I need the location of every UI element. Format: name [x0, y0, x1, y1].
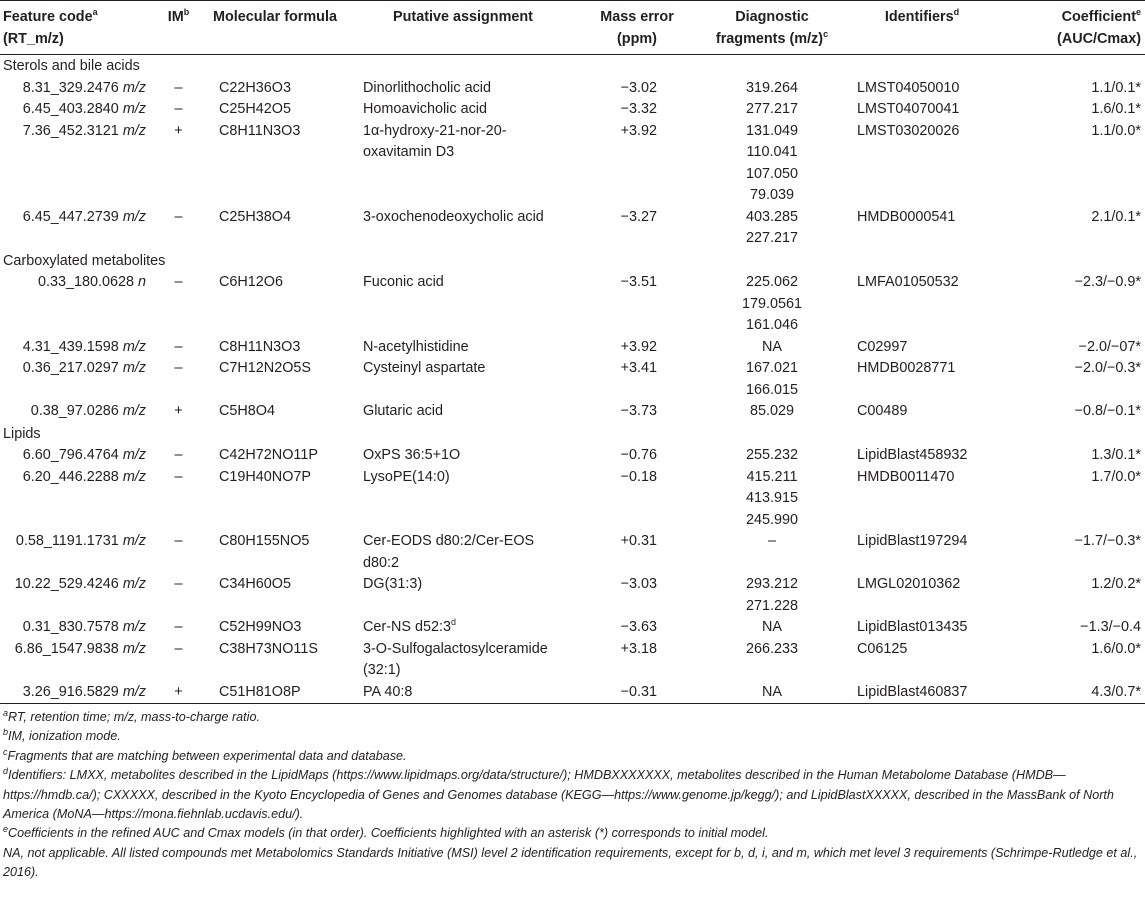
table-row — [0, 531, 1145, 574]
feature-code-cell — [0, 272, 156, 337]
table-row — [0, 445, 1145, 467]
section-row — [0, 55, 1145, 78]
feature-code: 6.20_446.2288 — [22, 468, 119, 485]
feature-code-cell — [0, 445, 156, 467]
molecular-formula: C80H155NO5 — [219, 533, 310, 549]
mass-error: −0.31 — [577, 682, 697, 704]
putative-assignment — [349, 401, 577, 423]
feature-unit: m/z — [122, 208, 146, 225]
footnote-text: IM, ionization mode. — [8, 729, 121, 744]
molecular-formula: C7H12N2O5S — [219, 360, 311, 376]
molecular-formula: C19H40NO7P — [219, 468, 311, 485]
coefficient: −1.3/−0.4 — [1080, 619, 1141, 635]
footnote-mark: b — [3, 727, 9, 738]
feature-code-cell — [0, 358, 156, 401]
assignment-text: N-acetylhistidine — [363, 338, 469, 355]
feature-code: 4.31_439.1598 — [22, 338, 119, 355]
ionization-mode: + — [174, 122, 183, 139]
feature-unit: m/z — [122, 101, 146, 117]
feature-code-cell — [0, 467, 156, 532]
feature-code: 6.60_796.4764 — [22, 447, 119, 463]
ionization-mode: + — [174, 403, 183, 419]
feature-code-cell — [0, 401, 156, 423]
fragment-value: 227.217 — [745, 230, 799, 246]
ionization-mode: – — [174, 208, 183, 225]
ionization-mode: – — [174, 619, 183, 635]
table-row — [0, 272, 1145, 337]
feature-code-cell — [0, 639, 156, 682]
diagnostic-fragments — [697, 639, 847, 682]
footnote-text: Identifiers: LMXX, metabolites described in the LipidMaps (https://www.lipidmaps.org/data/structure/); HMDBXXXXXXX, metabolites described in the Human Metabolome Database (HMDB—https://hmdb.ca/); CXXXXX, described in the Kyoto Encyclopedia of Genes and Genomes database (KEGG—https://www.genome.jp/kegg/); and LipidBlastXXXXX, described in the MassBank of North America (MoNA—https://mona.fiehnlab.ucdavis.edu/). — [3, 768, 1114, 822]
fragment-value: 319.264 — [745, 79, 799, 96]
section-row — [0, 423, 1145, 446]
identifier: LMFA01050532 — [857, 274, 959, 290]
feature-unit: n — [137, 274, 146, 290]
feature-code: 0.36_217.0297 — [22, 360, 119, 376]
diagnostic-fragments — [697, 531, 847, 574]
identifier: HMDB0011470 — [857, 468, 955, 485]
fragment-value: 161.046 — [745, 317, 799, 333]
fragment-value: 107.050 — [745, 165, 799, 182]
header-feature-code: Feature code$^a$ (RT_m/z) — [0, 1, 156, 55]
ionization-mode: – — [174, 338, 183, 355]
assignment-text: 3-oxochenodeoxycholic acid — [363, 208, 544, 225]
identifier: LMST04070041 — [857, 101, 960, 117]
molecular-formula: C5H8O4 — [219, 403, 275, 419]
identifier: LMST03020026 — [857, 122, 960, 139]
feature-code: 3.26_916.5829 — [22, 683, 119, 700]
diagnostic-fragments — [697, 467, 847, 532]
table-row — [0, 358, 1145, 401]
table-row — [0, 617, 1145, 639]
identifier: C02997 — [857, 338, 908, 355]
diagnostic-fragments — [697, 78, 847, 100]
feature-unit: m/z — [122, 403, 146, 419]
assignment-text: Cer-NS d52:3 — [363, 619, 451, 635]
mass-error: +3.18 — [620, 640, 657, 657]
table-row — [0, 207, 1145, 250]
feature-code: 10.22_529.4246 — [14, 576, 119, 592]
mass-error: +3.41 — [620, 360, 657, 376]
coefficient: 4.3/0.7* — [997, 682, 1145, 704]
feature-unit: m/z — [122, 533, 146, 549]
ionization-mode: – — [174, 533, 183, 549]
diagnostic-fragments — [697, 272, 847, 337]
fragment-value: 79.039 — [749, 187, 794, 203]
footnote — [3, 844, 1141, 883]
footnote-text: RT, retention time; m/z, mass-to-charge ratio. — [8, 710, 260, 724]
table-row — [0, 99, 1145, 121]
fragment-value: 166.015 — [745, 381, 799, 398]
feature-unit: m/z — [122, 122, 146, 139]
putative-assignment — [349, 639, 577, 682]
fragment-value: 85.029 — [749, 403, 794, 419]
assignment-text: OxPS 36:5+1O — [363, 447, 461, 463]
fragment-value: 225.062 — [745, 274, 799, 290]
identifier: HMDB0000541 — [857, 208, 956, 225]
fragment-value: NA — [762, 619, 782, 635]
fragment-value: NA — [762, 338, 782, 355]
table-row — [0, 467, 1145, 532]
coefficient: −0.8/−0.1* — [1074, 403, 1141, 419]
feature-unit: m/z — [122, 79, 146, 96]
table-row — [0, 401, 1145, 423]
diagnostic-fragments — [697, 337, 847, 359]
feature-code: 6.86_1547.9838 — [14, 640, 119, 657]
ionization-mode: – — [174, 101, 183, 117]
identifier: LipidBlast460837 — [847, 682, 997, 704]
fragment-value: 413.915 — [745, 490, 799, 506]
fragment-value: 293.212 — [745, 576, 799, 592]
mass-error: +3.92 — [620, 122, 657, 139]
diagnostic-fragments — [697, 445, 847, 467]
footnote-text: Fragments that are matching between experimental data and database. — [7, 748, 407, 763]
fragment-value: 110.041 — [746, 144, 798, 160]
coefficient: 2.1/0.1* — [1091, 208, 1141, 225]
ionization-mode: – — [174, 576, 183, 592]
fragment-value: 167.021 — [745, 360, 799, 376]
assignment-text: Homoavicholic acid — [363, 101, 487, 117]
feature-unit: m/z — [122, 576, 146, 592]
coefficient: −1.7/−0.3* — [1074, 533, 1141, 549]
feature-unit: m/z — [122, 468, 146, 485]
feature-unit: m/z — [122, 683, 146, 700]
molecular-formula: C8H11N3O3 — [219, 122, 301, 139]
feature-unit: m/z — [122, 640, 146, 657]
section-title: Sterols and bile acids — [3, 58, 140, 74]
feature-code-cell — [0, 207, 156, 250]
assignment-text: 1α-hydroxy-21-nor-20-oxavitamin D3 — [363, 122, 507, 160]
coefficient: −2.0/−07* — [1078, 338, 1141, 355]
fragment-value: 277.217 — [745, 101, 799, 117]
molecular-formula: C6H12O6 — [219, 274, 283, 290]
diagnostic-fragments — [697, 207, 847, 250]
mass-error: −0.18 — [620, 468, 657, 485]
diagnostic-fragments — [697, 401, 847, 423]
fragment-value: 179.0561 — [741, 295, 803, 312]
assignment-text: PA 40:8 — [363, 683, 413, 700]
identifier: C06125 — [857, 640, 908, 657]
identifier: LipidBlast197294 — [857, 533, 968, 549]
feature-unit: m/z — [122, 360, 146, 376]
identifier: HMDB0028771 — [857, 360, 956, 376]
coefficient: 1.6/0.1* — [1091, 101, 1141, 117]
table-row — [0, 337, 1145, 359]
footnote — [3, 766, 1141, 824]
assignment-text: Cer-EODS d80:2/Cer-EOS d80:2 — [363, 533, 535, 571]
feature-code-cell — [0, 531, 156, 574]
putative-assignment — [349, 121, 577, 207]
ionization-mode: – — [174, 468, 183, 485]
feature-code: 0.38_97.0286 — [30, 403, 119, 419]
identifier: LipidBlast013435 — [857, 619, 968, 635]
ionization-mode: – — [174, 274, 183, 290]
feature-code-cell — [0, 574, 156, 617]
fragment-value: – — [767, 533, 776, 549]
putative-assignment — [349, 445, 577, 467]
diagnostic-fragments — [697, 99, 847, 121]
section-title: Lipids — [3, 425, 41, 442]
putative-assignment — [349, 358, 577, 401]
mass-error: −3.63 — [620, 619, 657, 635]
fragment-value: 131.049 — [745, 122, 799, 139]
coefficient: −2.3/−0.9* — [1074, 274, 1141, 290]
assignment-text: 3-O-Sulfogalactosylceramide (32:1) — [363, 640, 548, 678]
molecular-formula: C52H99NO3 — [219, 619, 302, 635]
mass-error: −3.51 — [620, 274, 657, 290]
ionization-mode: + — [156, 682, 201, 704]
table-row — [0, 78, 1145, 100]
fragment-value: 415.211 — [746, 468, 798, 485]
footnote-text: NA, not applicable. All listed compounds met Metabolomics Standards Initiative (MSI) level 2 identification requirements, except for b, d, i, and m, which met level 3 requirements (Schrimpe-Rutledge et al., 2016). — [3, 845, 1138, 880]
table-row — [0, 639, 1145, 682]
header-diagnostic-fragments: Diagnostic fragments $(m/z)^c$ — [697, 1, 847, 55]
fragment-value: 245.990 — [745, 511, 799, 528]
putative-assignment — [349, 617, 577, 639]
footnote-mark: e — [3, 824, 9, 835]
table-row — [0, 574, 1145, 617]
fragment-value: 255.232 — [745, 447, 799, 463]
feature-code-cell — [0, 78, 156, 100]
section-title: Carboxylated metabolites — [3, 252, 166, 269]
header-molecular-formula: Molecular formula — [201, 1, 349, 55]
putative-assignment — [349, 574, 577, 617]
mass-error: −3.73 — [620, 403, 657, 419]
ionization-mode: – — [174, 640, 183, 657]
putative-assignment — [349, 207, 577, 250]
coefficient: 1.1/0.0* — [1091, 122, 1141, 139]
diagnostic-fragments — [697, 682, 847, 704]
identifier: LMGL02010362 — [857, 576, 961, 592]
diagnostic-fragments — [697, 358, 847, 401]
feature-code: 6.45_447.2739 — [22, 208, 119, 225]
mass-error: −0.76 — [620, 447, 657, 463]
diagnostic-fragments — [697, 121, 847, 207]
fragment-value: 403.285 — [745, 208, 799, 225]
assignment-text: Glutaric acid — [363, 403, 443, 419]
table-row — [0, 682, 1145, 704]
footnote-text: Coefficients in the refined AUC and Cmax models (in that order). Coefficients highlighted with an asterisk (*) corresponds to initial model. — [8, 826, 769, 841]
feature-code-cell — [0, 682, 156, 704]
fragment-value: NA — [762, 683, 782, 700]
molecular-formula: C42H72NO11P — [219, 447, 318, 463]
header-mass-error: Mass error (ppm) — [577, 1, 697, 55]
feature-code-cell — [0, 617, 156, 639]
header-row — [0, 1, 1145, 55]
putative-assignment — [349, 531, 577, 574]
molecular-formula: C51H81O8P — [201, 682, 349, 704]
fragment-value: 266.233 — [745, 640, 799, 657]
ionization-mode: – — [174, 79, 183, 96]
identifier: LMST04050010 — [857, 79, 960, 96]
putative-assignment — [349, 99, 577, 121]
molecular-formula: C22H36O3 — [219, 79, 291, 96]
coefficient: 1.6/0.0* — [1091, 640, 1141, 657]
molecular-formula: C25H42O5 — [219, 101, 291, 117]
assignment-text: Fuconic acid — [363, 274, 444, 290]
footnote — [3, 824, 1141, 843]
mass-error: −3.32 — [620, 101, 657, 117]
ionization-mode: – — [174, 360, 183, 376]
molecular-formula: C8H11N3O3 — [219, 338, 301, 355]
footnote — [3, 747, 1141, 766]
coefficient: 1.3/0.1* — [1091, 447, 1141, 463]
feature-code-cell — [0, 99, 156, 121]
assignment-text: Cysteinyl aspartate — [363, 360, 486, 376]
mass-error: +3.92 — [620, 338, 657, 355]
molecular-formula: C34H60O5 — [219, 576, 291, 592]
putative-assignment — [349, 682, 577, 704]
feature-code: 7.36_452.3121 — [22, 122, 119, 139]
feature-code: 0.31_830.7578 — [22, 619, 119, 635]
feature-code: 6.45_403.2840 — [22, 101, 119, 117]
footnotes — [0, 704, 1145, 883]
assignment-text: LysoPE(14:0) — [363, 468, 450, 485]
mass-error: −3.03 — [620, 576, 657, 592]
footnote — [3, 727, 1141, 746]
putative-assignment — [349, 272, 577, 337]
molecular-formula: C25H38O4 — [219, 208, 291, 225]
putative-assignment — [349, 467, 577, 532]
feature-code-cell — [0, 121, 156, 207]
feature-unit: m/z — [122, 619, 146, 635]
footnote-mark: c — [3, 746, 8, 757]
footnote-mark: a — [3, 707, 9, 718]
assignment-text: Dinorlithocholic acid — [363, 79, 491, 96]
identifier: C00489 — [857, 403, 908, 419]
feature-code: 0.58_1191.1731 — [15, 533, 119, 549]
feature-unit: m/z — [122, 338, 146, 355]
header-im: $IM^b$ — [156, 1, 201, 55]
fragment-value: 271.228 — [745, 597, 799, 614]
feature-code: 0.33_180.0628 — [37, 274, 134, 290]
header-coefficient: Coefficient$^e$ (AUC/Cmax) — [997, 1, 1145, 55]
coefficient: 1.1/0.1* — [1091, 79, 1141, 96]
diagnostic-fragments — [697, 617, 847, 639]
table-body — [0, 55, 1145, 704]
identifier: LipidBlast458932 — [857, 447, 968, 463]
mass-error: −3.02 — [620, 79, 657, 96]
section-row — [0, 250, 1145, 273]
footnote-mark: d — [3, 766, 9, 777]
footnote — [3, 708, 1141, 727]
coefficient: −2.0/−0.3* — [1074, 360, 1141, 376]
coefficient: 1.2/0.2* — [1091, 576, 1141, 592]
feature-code: 8.31_329.2476 — [22, 79, 119, 96]
mass-error: +0.31 — [620, 533, 657, 549]
diagnostic-fragments — [697, 574, 847, 617]
putative-assignment — [349, 78, 577, 100]
mass-error: −3.27 — [620, 208, 657, 225]
ionization-mode: – — [174, 447, 183, 463]
header-identifiers: Identifiers$^d$ — [847, 1, 997, 55]
feature-unit: m/z — [122, 447, 146, 463]
assignment-footnote-mark: d — [450, 617, 456, 628]
feature-code-cell — [0, 337, 156, 359]
header-putative-assignment: Putative assignment — [349, 1, 577, 55]
coefficient: 1.7/0.0* — [1091, 468, 1141, 485]
putative-assignment — [349, 337, 577, 359]
assignment-text: DG(31:3) — [363, 576, 423, 592]
molecular-formula: C38H73NO11S — [219, 640, 318, 657]
table-row — [0, 121, 1145, 207]
